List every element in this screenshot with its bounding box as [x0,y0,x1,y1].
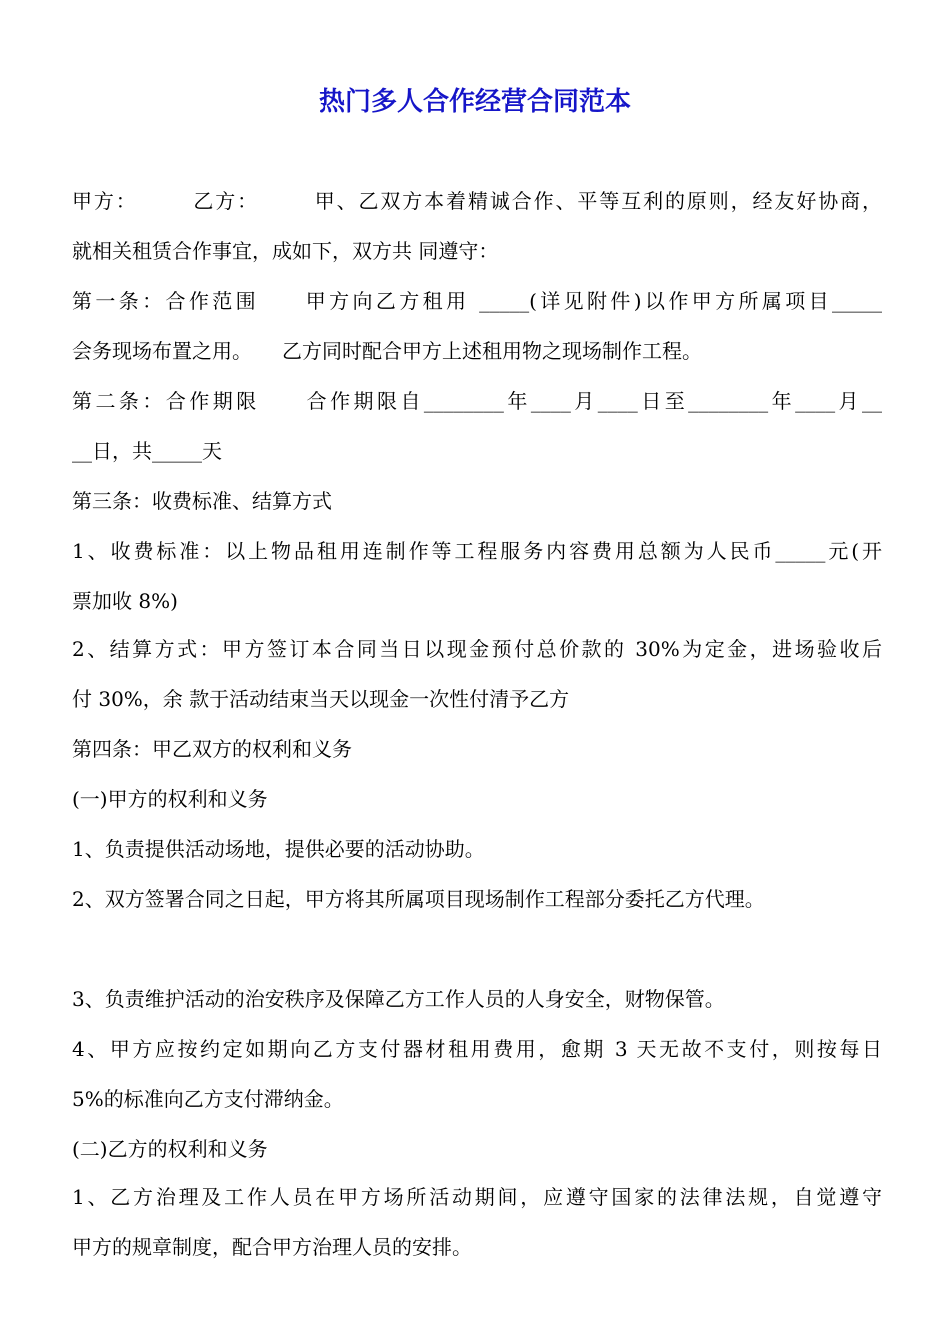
paragraph-line: 1、收费标准：以上物品租用连制作等工程服务内容费用总额为人民币_____元(开 [72,539,882,563]
paragraph-line: 会务现场布置之用。 乙方同时配合甲方上述租用物之现场制作工程。 [72,339,702,363]
paragraph-line: 第二条：合作期限 合作期限自________年____月____日至________年____月__ [72,389,882,413]
paragraph-line: 3、负责维护活动的治安秩序及保障乙方工作人员的人身安全，财物保管。 [72,987,725,1011]
paragraph-line: 付 30%，余 款于活动结束当天以现金一次性付清予乙方 [72,687,570,711]
paragraph-line: 5%的标准向乙方支付滞纳金。 [72,1087,344,1111]
paragraph-line: 第一条：合作范围 甲方向乙方租用 _____(详见附件)以作甲方所属项目_____ [72,289,882,313]
paragraph-line: 票加收 8%) [72,589,178,613]
section-heading: 第三条：收费标准、结算方式 [72,489,332,513]
paragraph-line: 就相关租赁合作事宜，成如下，双方共 同遵守： [72,239,499,263]
subsection-heading: (二)乙方的权利和义务 [72,1137,268,1161]
paragraph-line: 甲方： 乙方： 甲、乙双方本着精诚合作、平等互利的原则，经友好协商， [72,189,882,213]
paragraph-line: 1、乙方治理及工作人员在甲方场所活动期间，应遵守国家的法律法规，自觉遵守 [72,1185,882,1209]
paragraph-line: 2、结算方式：甲方签订本合同当日以现金预付总价款的 30%为定金，进场验收后 [72,637,882,661]
paragraph-line: 1、负责提供活动场地，提供必要的活动协助。 [72,837,485,861]
paragraph-line: 甲方的规章制度，配合甲方治理人员的安排。 [72,1235,472,1259]
section-heading: 第四条：甲乙双方的权利和义务 [72,737,352,761]
subsection-heading: (一)甲方的权利和义务 [72,787,268,811]
paragraph-line: 2、双方签署合同之日起，甲方将其所属项目现场制作工程部分委托乙方代理。 [72,887,765,911]
paragraph-line: 4、甲方应按约定如期向乙方支付器材租用费用，愈期 3 天无故不支付，则按每日 [72,1037,882,1061]
paragraph-line: __日，共_____天 [72,439,222,463]
document-title: 热门多人合作经营合同范本 [318,87,631,117]
